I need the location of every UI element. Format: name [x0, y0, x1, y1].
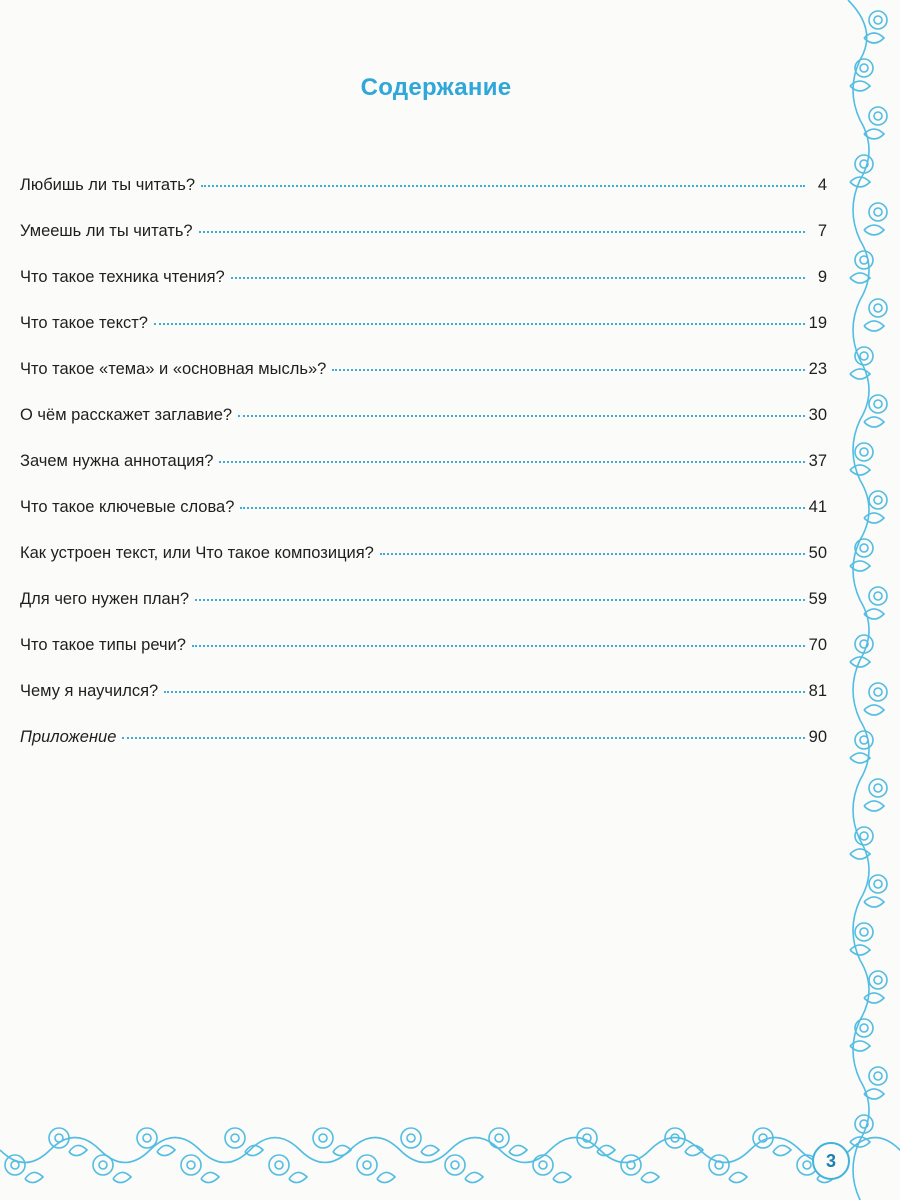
toc-entry-page: 59 [808, 590, 827, 608]
toc-entry-page: 9 [817, 268, 827, 286]
toc-entry[interactable] [20, 360, 827, 406]
toc-dot-leader [231, 277, 805, 279]
floral-border-right [838, 0, 900, 1200]
toc-dot-leader [219, 461, 804, 463]
toc-entry-page: 90 [808, 728, 827, 746]
page-number: 3 [825, 1150, 836, 1171]
toc-entry[interactable] [20, 682, 827, 728]
floral-border-bottom [0, 1110, 900, 1200]
toc-dot-leader [154, 323, 805, 325]
toc-entry-title: Что такое ключевые слова? [20, 498, 235, 516]
toc-entry[interactable] [20, 728, 827, 774]
toc-entry-page: 41 [808, 498, 827, 516]
toc-entry-title: Что такое текст? [20, 314, 148, 332]
toc-entry-title: Приложение [20, 728, 117, 746]
page-title: Содержание [360, 74, 512, 101]
toc-entry-page: 81 [808, 682, 827, 700]
toc-dot-leader [122, 737, 804, 739]
toc-entry-title: Что такое типы речи? [20, 636, 186, 654]
toc-entry-title: Как устроен текст, или Что такое композиция? [20, 544, 374, 562]
toc-entry-title: Что такое «тема» и «основная мысль»? [20, 360, 327, 378]
toc-entry-title: Зачем нужна аннотация? [20, 452, 214, 470]
toc-dot-leader [192, 645, 805, 647]
toc-entry-page: 23 [808, 360, 827, 378]
toc-entry-page: 7 [817, 222, 827, 240]
toc-entry[interactable] [20, 452, 827, 498]
toc-dot-leader [201, 185, 805, 187]
toc-entry-title: Чему я научился? [20, 682, 159, 700]
toc-entry-title: Для чего нужен план? [20, 590, 189, 608]
toc-entry-title: О чём расскажет заглавие? [20, 406, 233, 424]
toc-entry[interactable] [20, 176, 827, 222]
toc-entry[interactable] [20, 268, 827, 314]
table-of-contents [20, 176, 827, 774]
toc-dot-leader [199, 231, 805, 233]
toc-dot-leader [195, 599, 805, 601]
toc-entry[interactable] [20, 544, 827, 590]
toc-entry[interactable] [20, 590, 827, 636]
toc-entry[interactable] [20, 636, 827, 682]
toc-entry-page: 70 [808, 636, 827, 654]
toc-entry-title: Что такое техника чтения? [20, 268, 225, 286]
toc-dot-leader [164, 691, 804, 693]
toc-entry-title: Любишь ли ты читать? [20, 176, 196, 194]
toc-entry-page: 50 [808, 544, 827, 562]
toc-dot-leader [240, 507, 804, 509]
toc-entry-page: 4 [817, 176, 827, 194]
toc-entry-page: 30 [808, 406, 827, 424]
toc-entry[interactable] [20, 498, 827, 544]
toc-entry[interactable] [20, 314, 827, 360]
toc-entry-page: 37 [808, 452, 827, 470]
toc-dot-leader [332, 369, 804, 371]
page-number-badge [812, 1142, 850, 1180]
toc-dot-leader [238, 415, 805, 417]
toc-entry-page: 19 [808, 314, 827, 332]
toc-entry-title: Умеешь ли ты читать? [20, 222, 193, 240]
toc-entry[interactable] [20, 406, 827, 452]
toc-entry[interactable] [20, 222, 827, 268]
toc-dot-leader [380, 553, 805, 555]
